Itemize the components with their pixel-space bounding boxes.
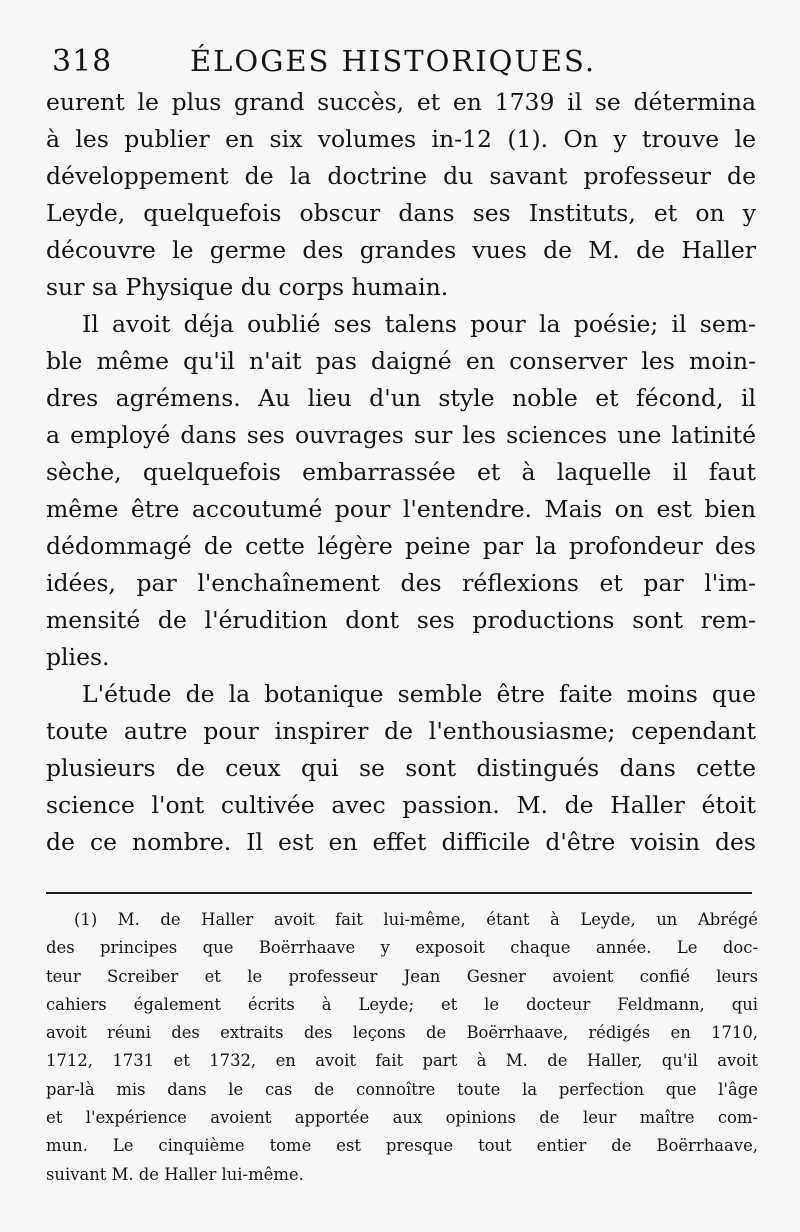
- footnote-line: et l'expérience avoient apportée aux opinions de leur maître com-: [46, 1108, 758, 1128]
- footnote-rule: [46, 892, 752, 894]
- body-line: sèche, quelquefois embarrassée et à laquelle il faut: [46, 458, 756, 486]
- body-line: ble même qu'il n'ait pas daigné en conserver les moin-: [46, 347, 756, 375]
- body-line: à les publier en six volumes in-12 (1). On y trouve le: [46, 125, 756, 153]
- body-text: [46, 84, 756, 861]
- body-line: dédommagé de cette légère peine par la profondeur des: [46, 532, 756, 560]
- body-line: dres agrémens. Au lieu d'un style noble et fécond, il: [46, 384, 756, 412]
- body-line: de ce nombre. Il est en effet difficile d'être voisin des: [46, 828, 756, 856]
- body-line: découvre le germe des grandes vues de M. de Haller: [46, 236, 756, 264]
- footnote-line: 1712, 1731 et 1732, en avoit fait part à M. de Haller, qu'il avoit: [46, 1051, 758, 1071]
- body-line: a employé dans ses ouvrages sur les sciences une latinité: [46, 421, 756, 449]
- footnote-line: teur Screiber et le professeur Jean Gesner avoient confié leurs: [46, 966, 758, 986]
- running-title: ÉLOGES HISTORIQUES.: [190, 44, 597, 78]
- body-line: Il avoit déja oublié ses talens pour la poésie; il sem-: [82, 310, 756, 338]
- body-line: développement de la doctrine du savant professeur de: [46, 162, 756, 190]
- body-line: eurent le plus grand succès, et en 1739 il se détermina: [46, 88, 756, 116]
- body-line: plusieurs de ceux qui se sont distingués dans cette: [46, 754, 756, 782]
- body-line: idées, par l'enchaînement des réflexions et par l'im-: [46, 569, 756, 597]
- footnote-line: des principes que Boërrhaave y exposoit chaque année. Le doc-: [46, 938, 758, 958]
- page-header: [46, 40, 756, 84]
- footnote-line: par-là mis dans le cas de connoître toute la perfection que l'âge: [46, 1079, 758, 1099]
- body-line: L'étude de la botanique semble être faite moins que: [82, 680, 756, 708]
- body-line: Leyde, quelquefois obscur dans ses Instituts, et on y: [46, 199, 756, 227]
- body-line: sur sa Physique du corps humain.: [46, 273, 449, 301]
- footnote-line: avoit réuni des extraits des leçons de Boërrhaave, rédigés en 1710,: [46, 1023, 758, 1043]
- body-line: plies.: [46, 643, 110, 671]
- body-line: toute autre pour inspirer de l'enthousiasme; cependant: [46, 717, 756, 745]
- page-number: 318: [52, 44, 113, 79]
- footnotes: [46, 906, 758, 1189]
- footnote-line: suivant M. de Haller lui-même.: [46, 1164, 304, 1184]
- body-line: science l'ont cultivée avec passion. M. de Haller étoit: [46, 791, 756, 819]
- body-line: mensité de l'érudition dont ses productions sont rem-: [46, 606, 756, 634]
- footnote-line: (1) M. de Haller avoit fait lui-même, étant à Leyde, un Abrégé: [74, 910, 758, 929]
- footnote-line: cahiers également écrits à Leyde; et le docteur Feldmann, qui: [46, 994, 758, 1014]
- footnote-line: mun. Le cinquième tome est presque tout entier de Boërrhaave,: [46, 1136, 758, 1156]
- body-line: même être accoutumé pour l'entendre. Mais on est bien: [46, 495, 756, 523]
